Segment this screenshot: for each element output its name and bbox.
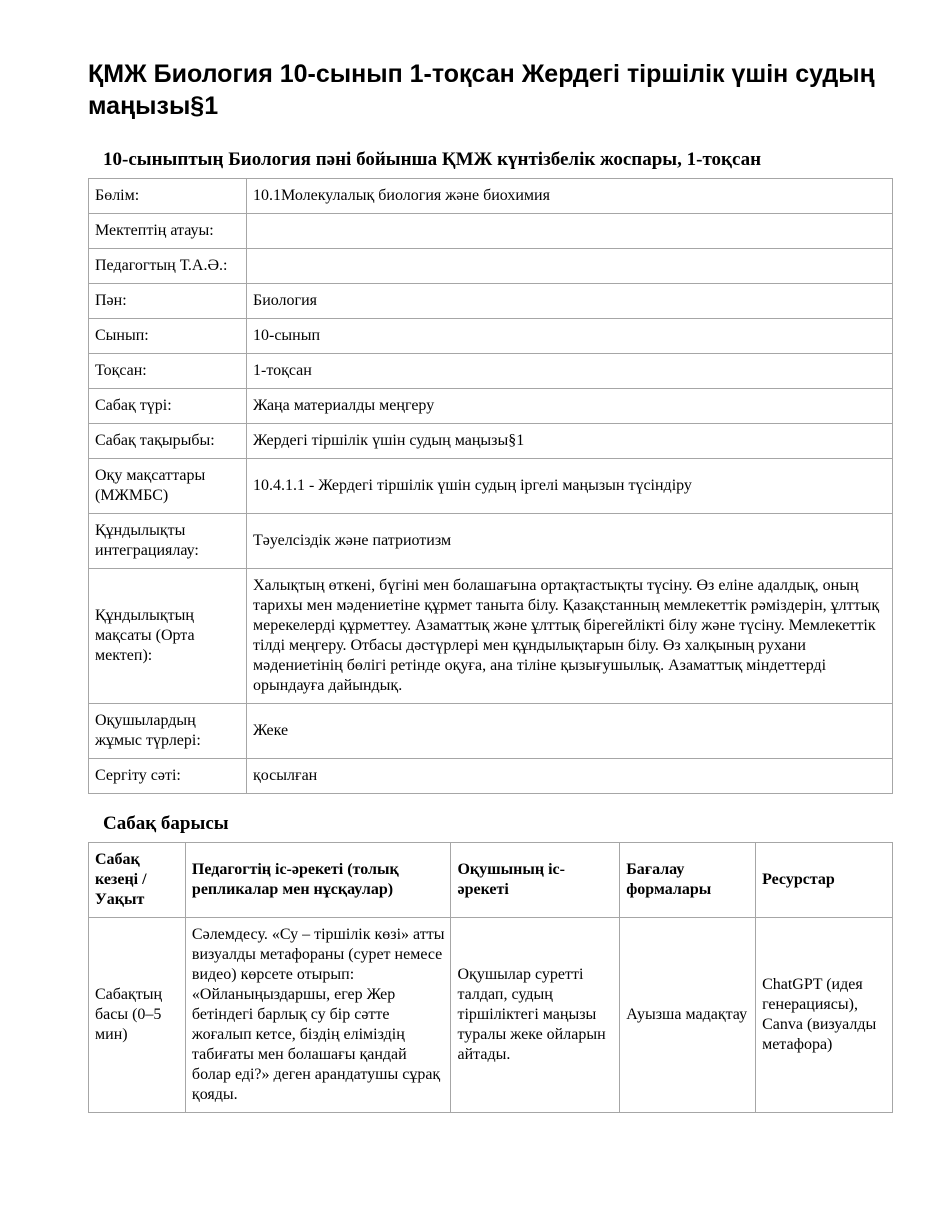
- lesson-info-table: [88, 178, 893, 794]
- info-value: [247, 214, 893, 249]
- info-value: Тәуелсіздік және патриотизм: [247, 514, 893, 569]
- document-title: ҚМЖ Биология 10-сынып 1-тоқсан Жердегі тіршілік үшін судың маңызы§1: [88, 60, 875, 120]
- info-label: Оқушылардың жұмыс түрлері:: [89, 704, 247, 759]
- info-label: Педагогтың Т.А.Ә.:: [89, 249, 247, 284]
- resources-cell: ChatGPT (идея генерациясы), Canva (визуалды метафора): [756, 918, 893, 1113]
- info-row: [89, 284, 893, 319]
- info-label: Мектептің атауы:: [89, 214, 247, 249]
- info-value: Биология: [247, 284, 893, 319]
- info-value: Халықтың өткені, бүгіні мен болашағына ортақтастықты түсіну. Өз еліне адалдық, оның тарихы мен мәдениетіне құрмет таныта білу. Қазақстанның мемлекеттік рәміздерін, ұлттық мерекелерді құрметтеу. Азаматтық және ұлттық бірегейлікті білу және түсіну. Мемлекеттік тілді меңгеру. Отбасы дәстүрлері мен құндылықтарын білу. Өз халқының рухани мәдениетінің бөлігі ретінде оқуға, ана тіліне қызығушылық. Азаматтық міндеттерді орындауға дайындық.: [247, 569, 893, 704]
- info-row: [89, 179, 893, 214]
- teacher-activity-cell: Сәлемдесу. «Су – тіршілік көзі» атты визуалды метафораны (сурет немесе видео) көрсете отырып: «Ойланыңыздаршы, егер Жер бетіндегі барлық су бір сәтте жоғалып кетсе, біздің еліміздің табиғаты мен болашағы қандай болар еді?» деген арандатушы сұрақ қояды.: [185, 918, 451, 1113]
- info-label: Сынып:: [89, 319, 247, 354]
- info-row: [89, 214, 893, 249]
- info-row: [89, 249, 893, 284]
- lesson-stage-cell: Сабақтың басы (0–5 мин): [89, 918, 186, 1113]
- info-row: [89, 459, 893, 514]
- info-label: Оқу мақсаттары (МЖМБС): [89, 459, 247, 514]
- student-activity-cell: Оқушылар суретті талдап, судың тіршіліктегі маңызы туралы жеке ойларын айтады.: [451, 918, 620, 1113]
- info-row: [89, 354, 893, 389]
- info-value: 10.4.1.1 - Жердегі тіршілік үшін судың іргелі маңызын түсіндіру: [247, 459, 893, 514]
- info-label: Сабақ түрі:: [89, 389, 247, 424]
- info-value: 10-сынып: [247, 319, 893, 354]
- lesson-header-row: [89, 843, 893, 918]
- info-label: Сабақ тақырыбы:: [89, 424, 247, 459]
- info-label: Сергіту сәті:: [89, 759, 247, 794]
- info-label: Пән:: [89, 284, 247, 319]
- info-value: Жаңа материалды меңгеру: [247, 389, 893, 424]
- info-value: қосылған: [247, 759, 893, 794]
- header-resources: Ресурстар: [756, 843, 893, 918]
- info-value: 1-тоқсан: [247, 354, 893, 389]
- info-row: [89, 704, 893, 759]
- lesson-progress-heading: Сабақ барысы: [103, 813, 229, 834]
- info-row: [89, 569, 893, 704]
- info-value: Жердегі тіршілік үшін судың маңызы§1: [247, 424, 893, 459]
- info-row: [89, 319, 893, 354]
- info-label: Бөлім:: [89, 179, 247, 214]
- document-page: [88, 58, 893, 1113]
- info-value: [247, 249, 893, 284]
- info-label: Құндылықтың мақсаты (Орта мектеп):: [89, 569, 247, 704]
- info-label: Тоқсан:: [89, 354, 247, 389]
- assessment-cell: Ауызша мадақтау: [620, 918, 756, 1113]
- lesson-row: [89, 918, 893, 1113]
- info-label: Құндылықты интеграциялау:: [89, 514, 247, 569]
- info-row: [89, 424, 893, 459]
- lesson-progress-table: [88, 842, 893, 1113]
- header-teacher-activity: Педагогтің іс-әрекеті (толық репликалар мен нұсқаулар): [185, 843, 451, 918]
- plan-heading: 10-сыныптың Биология пәні бойынша ҚМЖ күнтізбелік жоспары, 1-тоқсан: [103, 149, 762, 170]
- info-row: [89, 389, 893, 424]
- info-value: Жеке: [247, 704, 893, 759]
- info-row: [89, 759, 893, 794]
- header-student-activity: Оқушының іс-әрекеті: [451, 843, 620, 918]
- header-stage: Сабақ кезеңі / Уақыт: [89, 843, 186, 918]
- info-value: 10.1Молекулалық биология және биохимия: [247, 179, 893, 214]
- header-assessment: Бағалау формалары: [620, 843, 756, 918]
- info-row: [89, 514, 893, 569]
